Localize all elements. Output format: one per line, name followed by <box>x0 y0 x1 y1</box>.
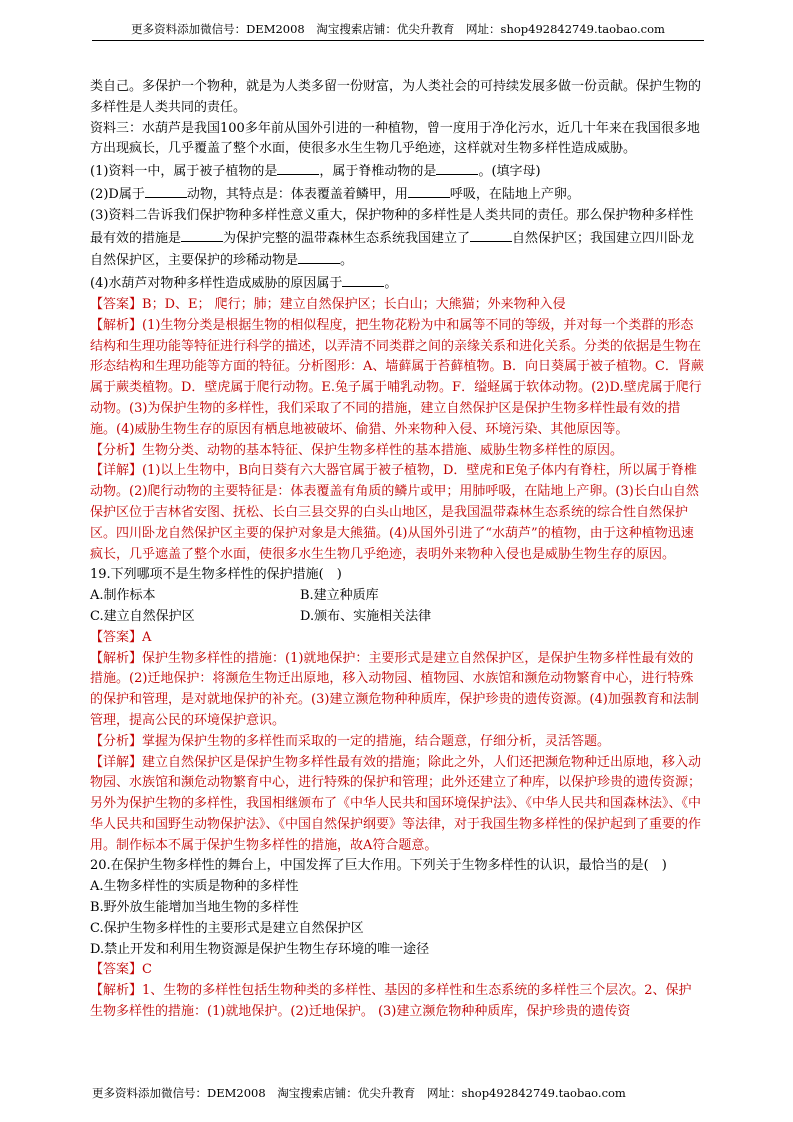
q18-sub1-c: 。(填字母) <box>478 164 541 180</box>
document-body <box>90 77 704 1023</box>
q18-sub3-b: 为保护完整的温带森林生态系统我国建立了 <box>223 230 471 246</box>
footer-shop: 淘宝搜索店铺：优尖升教育 <box>277 1086 416 1100</box>
q18-sub1-a: (1)资料一中，属于被子植物的是 <box>90 164 278 180</box>
q19-stem: 19.下列哪项不是生物多样性的保护措施( ) <box>90 567 342 583</box>
answer-blank <box>470 227 512 242</box>
q19-xiangjie <box>90 753 704 857</box>
q20-answer-text: C <box>142 962 152 978</box>
q20-analysis <box>90 981 704 1023</box>
answer-tag: 【答案】 <box>90 296 143 312</box>
q18-sub2-a: (2)D属于 <box>90 186 145 202</box>
header-wechat: 更多资料添加微信号：DEM2008 <box>131 22 305 36</box>
xiangjie-tag: 【详解】 <box>90 754 143 770</box>
q18-answer-text: B；D、E； 爬行；肺；建立自然保护区；长白山；大熊猫；外来物种入侵 <box>142 296 566 312</box>
answer-blank <box>436 160 478 175</box>
q18-sub2-b: 动物，其特点是：体表覆盖着鳞甲，用 <box>186 186 408 202</box>
xiangjie-tag: 【详解】 <box>90 463 143 479</box>
q19-answer <box>90 628 704 649</box>
q18-analysis <box>90 316 704 441</box>
q19-options-row2 <box>90 607 704 628</box>
footer-wechat: 更多资料添加微信号：DEM2008 <box>92 1086 266 1100</box>
q18-answer <box>90 295 704 316</box>
answer-blank <box>408 183 450 198</box>
q19-option-c: C.建立自然保护区 <box>90 608 195 624</box>
answer-blank <box>277 160 319 175</box>
q19-answer-text: A <box>142 629 152 645</box>
q18-xiangjie <box>90 461 704 565</box>
page-header <box>92 18 704 41</box>
fenxi-tag: 【分析】 <box>90 733 143 749</box>
q18-sub2 <box>90 183 704 206</box>
q18-sub3-d: 。 <box>340 253 354 269</box>
q18-sub3-c: 自然保护区；我国建立四川卧龙自然保护区，主要保护的珍稀动物是 <box>90 230 695 269</box>
header-url: 网址：shop492842749.taobao.com <box>466 22 665 36</box>
q18-sub1 <box>90 160 704 183</box>
q19-option-d: D.颁布、实施相关法律 <box>300 608 432 624</box>
q19-fenxi <box>90 732 704 753</box>
q19-options-row1 <box>90 586 704 607</box>
q18-sub2-c: 呼吸，在陆地上产卵。 <box>449 186 580 202</box>
q18-sub4-a: (4)水葫芦对物种多样性造成威胁的原因属于 <box>90 276 343 292</box>
q19-fenxi-text: 掌握为保护生物的多样性而采取的一定的措施，结合题意，仔细分析，灵活答题。 <box>142 733 611 749</box>
answer-blank <box>298 249 340 264</box>
q20-option-b: B.野外放生能增加当地生物的多样性 <box>90 900 299 916</box>
q18-sub4-b: 。 <box>384 276 398 292</box>
page-footer <box>92 1083 704 1103</box>
q18-sub3 <box>90 206 704 272</box>
q18-fenxi-text: 生物分类、动物的基本特征、保护生物多样性的基本措施、威胁生物多样性的原因。 <box>142 442 624 458</box>
q18-xiangjie-text: (1)以上生物中，B向日葵有六大器官属于被子植物，D．壁虎和E兔子体内有脊柱，所以属于脊椎动物。(2)爬行动物的主要特征是：体表覆盖有角质的鳞片或甲；用肺呼吸，在陆地上产卵。(3)长白山自然保护区位于吉林省安图、抚松、长白三县交界的白头山地区，是我国温带森林生态系统的综合性自然保护区。四川卧龙自然保护区主要的保护对象是大熊猫。(4)从国外引进了“水葫芦”的植物，由于这种植物迅速疯长，几乎遮盖了整个水面，使很多水生生物几乎绝迹，表明外来物种入侵也是威胁生物生存的原因。 <box>90 463 699 562</box>
analysis-tag: 【解析】 <box>90 650 143 666</box>
q18-material-three: 资料三：水葫芦是我国100多年前从国外引进的一种植物，曾一度用于净化污水，近几十年来在我国很多地方出现疯长，几乎覆盖了整个水面，使很多水生生物几乎绝迹，这样就对生物多样性造成威胁。 <box>90 120 700 157</box>
answer-tag: 【答案】 <box>90 629 143 645</box>
q19-option-a: A.制作标本 <box>90 588 156 604</box>
q20-analysis-text: 1、生物的多样性包括生物种类的多样性、基因的多样性和生态系统的多样性三个层次。2、保护生物多样性的措施：(1)就地保护。(2)迁地保护。 (3)建立濒危物种种质库，保护珍贵的遗传资 <box>90 983 692 1020</box>
analysis-tag: 【解析】 <box>90 317 143 333</box>
q20-option-c: C.保护生物多样性的主要形式是建立自然保护区 <box>90 920 364 936</box>
analysis-tag: 【解析】 <box>90 983 143 999</box>
footer-url: 网址：shop492842749.taobao.com <box>426 1086 626 1100</box>
header-shop: 淘宝搜索店铺：优尖升教育 <box>316 22 455 36</box>
q19-analysis <box>90 649 704 732</box>
fenxi-tag: 【分析】 <box>90 442 143 458</box>
answer-blank <box>181 227 223 242</box>
q18-continued-paragraph: 类自己。多保护一个物种，就是为人类多留一份财富，为人类社会的可持续发展多做一份贡献。保护生物的多样性是人类共同的责任。 <box>90 79 702 115</box>
q18-sub4 <box>90 272 704 295</box>
q18-analysis-text: (1)生物分类是根据生物的相似程度，把生物花粉为中和属等不同的等级，并对每一个类群的形态结构和生理功能等特征进行科学的描述，以弄清不同类群之间的亲缘关系和进化关系。分类的依据是生物在形态结构和生理功能等方面的特征。分析图形：A、墙藓属于苔藓植物。B．向日葵属于被子植物。C．肾蕨属于蕨类植物。D．壁虎属于爬行动物。E.兔子属于哺乳动物。F．缢蛏属于软体动物。(2)D.壁虎属于爬行动物。(3)为保护生物的多样性，我们采取了不同的措施，建立自然保护区是保护生物多样性最有效的措施。(4)威胁生物生存的原因有栖息地被破坏、偷猎、外来物种入侵、环境污染、其他原因等。 <box>90 317 704 437</box>
q19-analysis-text: 保护生物多样性的措施：(1)就地保护：主要形式是建立自然保护区，是保护生物多样性最有效的措施。(2)迁地保护：将濒危生物迁出原地，移入动物园、植物园、水族馆和濒危动物繁育中心，进行特殊的保护和管理，是对就地保护的补充。(3)建立濒危物种种质库，保护珍贵的遗传资源。(4)加强教育和法制管理，提高公民的环境保护意识。 <box>90 650 699 728</box>
answer-blank <box>342 272 384 287</box>
q19-option-b: B.建立种质库 <box>300 588 379 604</box>
q19-xiangjie-text: 建立自然保护区是保护生物多样性最有效的措施；除此之外，人们还把濒危物种迁出原地，移入动物园、水族馆和濒危动物繁育中心，进行特殊的保护和管理；此外还建立了种库，以保护珍贵的遗传资源；另外为保护生物的多样性，我国相继颁布了《中华人民共和国环境保护法》、《中华人民共和国森林法》、《中华人民共和国野生动物保护法》、《中国自然保护纲要》等法律，对于我国生物多样性的保护起到了重要的作用。制作标本不属于保护生物多样性的措施，故A符合题意。 <box>90 754 702 853</box>
q20-option-d: D.禁止开发和利用生物资源是保护生物生存环境的唯一途径 <box>90 941 430 957</box>
q18-fenxi <box>90 441 704 462</box>
q18-sub3-a: (3)资料二告诉我们保护物种多样性意义重大，保护物种的多样性是人类共同的责任。那么保护物种多样性最有效的措施是 <box>90 207 694 246</box>
q20-stem: 20.在保护生物多样性的舞台上，中国发挥了巨大作用。下列关于生物多样性的认识，最恰当的是( ) <box>90 858 667 874</box>
q20-option-a: A.生物多样性的实质是物种的多样性 <box>90 879 299 895</box>
q18-sub1-b: ，属于脊椎动物的是 <box>319 164 437 180</box>
answer-blank <box>145 183 187 198</box>
q20-answer <box>90 960 704 981</box>
answer-tag: 【答案】 <box>90 962 143 978</box>
